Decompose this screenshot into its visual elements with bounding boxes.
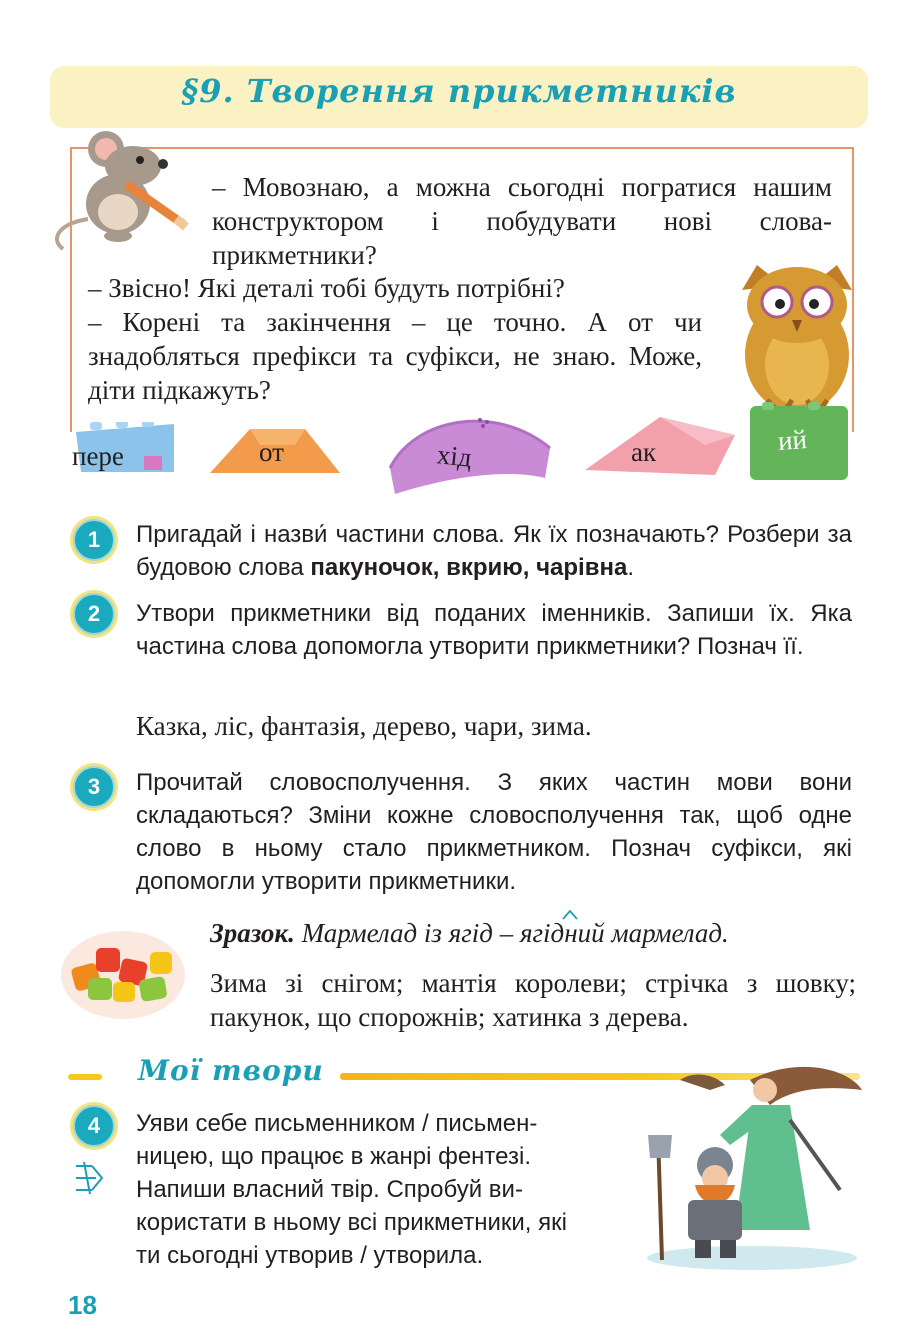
section-title: Мої твори bbox=[138, 1054, 324, 1087]
dialogue-line: – Мовознаю, а можна сьогодні погратися нашим конструктором і побудувати нові слова-прикметники? bbox=[212, 172, 832, 270]
task-1-text bbox=[136, 518, 852, 584]
word-part-prefix: пере bbox=[72, 441, 124, 471]
tools-icon bbox=[72, 1158, 112, 1198]
fantasy-characters-icon bbox=[640, 1060, 865, 1272]
example-suffix: н bbox=[564, 918, 577, 948]
task-1-end: . bbox=[627, 554, 634, 581]
suffix-block-icon bbox=[585, 415, 735, 477]
task-3-phrases: Зима зі снігом; мантія королеви; стрічка з шовку; пакунок, що спорожнів; хатинка з дерева. bbox=[210, 968, 856, 1032]
page-number: 18 bbox=[68, 1290, 97, 1320]
example-text-a: Мармелад із ягід – ягід bbox=[301, 918, 565, 948]
marmalade-icon bbox=[58, 920, 188, 1020]
owl-icon bbox=[722, 250, 862, 420]
example bbox=[210, 916, 856, 950]
task-number-2: 2 bbox=[73, 593, 115, 635]
task-number-1: 1 bbox=[73, 519, 115, 561]
example-label: Зразок. bbox=[210, 918, 295, 948]
mouse-with-pencil-icon bbox=[48, 124, 198, 254]
task-1-words: пакуночок, вкрию, чарівна bbox=[310, 554, 628, 581]
task-1-instruction: Пригадай і назви́ частини слова. Як їх позначають? Розбери за будовою слова bbox=[136, 521, 852, 581]
task-2-words: Казка, ліс, фантазія, дерево, чари, зима. bbox=[136, 711, 592, 741]
section-divider-left bbox=[68, 1074, 102, 1080]
dialogue-line: – Корені та закінчення – це точно. А от чи знадобляться префікси та суфікси, не знаю. Може, діти підкажуть? bbox=[88, 307, 702, 405]
example-text-b: ий мармелад. bbox=[577, 918, 729, 948]
task-4-text: Уяви себе письменником / письменницею, що працює в жанрі фентезі. Напиши власний твір. Спробуй використати в ньому всі прикметники, які ти сьогодні утворив / утворила. bbox=[136, 1110, 567, 1269]
page-title: §9. Творення прикметників bbox=[181, 72, 737, 110]
word-part-root: от bbox=[259, 437, 284, 467]
task-3-text: Прочитай словосполучення. З яких частин мови вони складаються? Зміни кожне словосполучення так, щоб одне слово в ньому стало прикметником. Познач суфікси, які допомогли утворити прикметники. bbox=[136, 769, 852, 895]
task-number-4: 4 bbox=[73, 1105, 115, 1147]
task-2-text: Утвори прикметники від поданих іменників. Запиши їх. Яка частина слова допомогла утворити прикметники? Познач її. bbox=[136, 600, 852, 660]
word-part-ending: ий bbox=[776, 424, 808, 456]
task-number-3: 3 bbox=[73, 766, 115, 808]
dialogue-line: – Звісно! Які деталі тобі будуть потрібні? bbox=[88, 273, 565, 303]
word-part-root2: хід bbox=[435, 439, 474, 473]
suffix-mark-icon bbox=[562, 910, 578, 920]
word-part-suffix: ак bbox=[631, 437, 657, 467]
